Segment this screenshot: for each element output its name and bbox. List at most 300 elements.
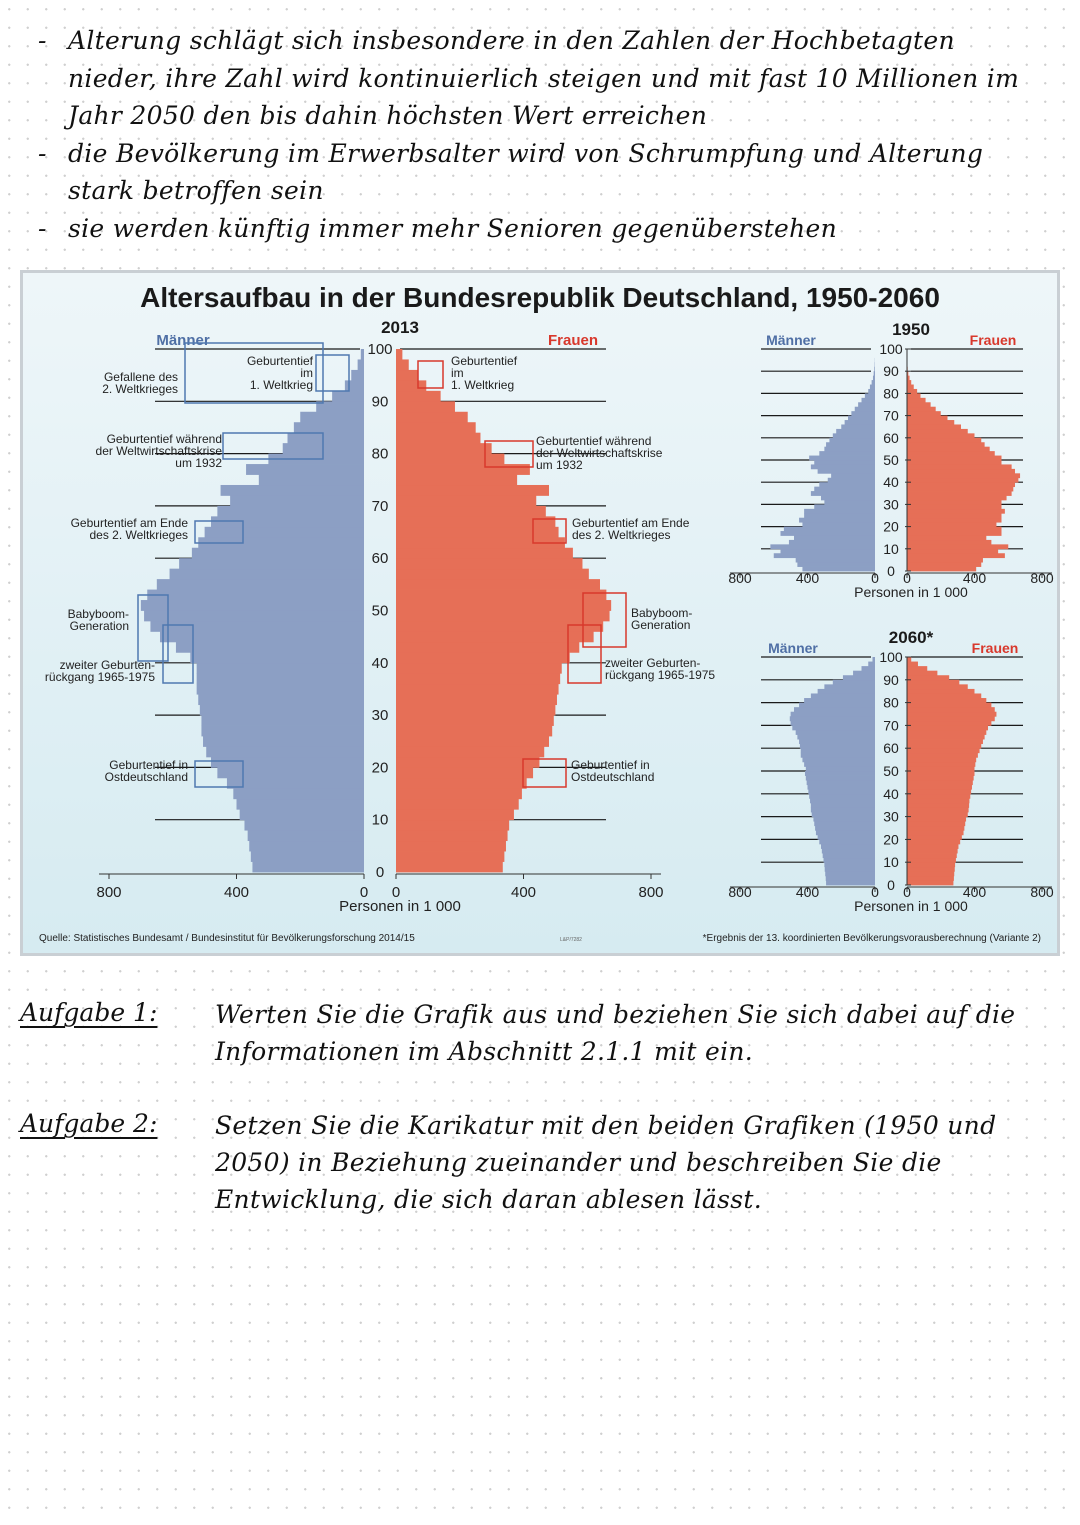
bar-men [807, 780, 875, 785]
bar-women [907, 451, 995, 456]
bar-women [907, 703, 991, 708]
annotation-label-men: zweiter Geburten- [59, 658, 155, 672]
population-pyramid-figure [20, 270, 1060, 956]
bar-men [809, 456, 875, 461]
bar-women [907, 407, 936, 412]
x-tick-label: 800 [638, 884, 664, 901]
bar-women [396, 767, 533, 778]
bar-men [794, 535, 875, 540]
bar-men [821, 496, 875, 501]
y-tick-label: 0 [887, 877, 895, 893]
bar-men [240, 809, 364, 820]
y-tick-label: 20 [883, 831, 899, 848]
bar-women [907, 411, 941, 416]
bar-men [800, 744, 875, 749]
bar-women [907, 562, 981, 567]
annotation-label-men: 1. Weltkrieg [249, 378, 313, 392]
bar-women [396, 475, 517, 486]
x-tick-label: 0 [903, 570, 911, 586]
figure-footnote: *Ergebnis der 13. koordinierten Bevölkerungsvorausberechnung (Variante 2) [702, 933, 1041, 944]
bar-women [907, 666, 927, 671]
bar-women [396, 851, 504, 862]
bar-women [396, 454, 504, 465]
x-axis-title: Personen in 1 000 [339, 898, 461, 915]
bar-men [230, 495, 364, 506]
x-tick-label: 0 [391, 884, 401, 901]
bar-men [150, 621, 364, 632]
bar-women [907, 766, 975, 771]
bar-women [396, 506, 546, 517]
bar-women [396, 569, 589, 580]
bar-men [203, 736, 364, 747]
bar-men [874, 367, 875, 372]
bar-women [907, 803, 969, 808]
bar-women [396, 433, 480, 444]
bar-women [396, 652, 570, 663]
bar-women [907, 447, 990, 452]
bar-women [907, 712, 996, 717]
bar-men [811, 803, 875, 808]
bar-women [396, 579, 600, 590]
x-tick-label: 800 [728, 884, 752, 900]
annotation-label-men: rückgang 1965-1975 [44, 670, 155, 684]
bar-men [781, 531, 876, 536]
bar-women [907, 821, 965, 826]
bar-women [907, 380, 911, 385]
bar-women [907, 730, 986, 735]
annotation-label-men: des 2. Weltkrieges [89, 528, 188, 542]
chart-title: 1950 [892, 320, 930, 339]
bar-women [396, 464, 530, 475]
bar-men [815, 826, 875, 831]
y-tick-label: 0 [375, 864, 385, 881]
y-tick-label: 90 [371, 393, 389, 411]
y-tick-label: 10 [883, 540, 899, 557]
y-tick-label: 0 [887, 563, 895, 579]
bar-women [907, 716, 995, 721]
bar-women [396, 621, 603, 632]
bar-men [824, 684, 875, 689]
bar-men [843, 675, 875, 680]
y-tick-label: 100 [879, 341, 903, 357]
bar-women [396, 590, 606, 601]
figure-title: Altersaufbau in der Bundesrepublik Deutschland, 1950-2060 [140, 282, 940, 313]
bar-men [845, 420, 875, 425]
bar-men [826, 880, 875, 885]
annotation-label-men: Gefallene des [103, 370, 178, 384]
x-tick-label: 400 [962, 884, 987, 900]
bar-women [907, 522, 996, 527]
bar-men [848, 416, 875, 421]
x-tick-label: 400 [795, 884, 820, 900]
bar-women [907, 531, 1002, 536]
x-tick-label: 800 [1030, 884, 1054, 900]
task-label: Aufgabe 1: [20, 998, 158, 1027]
bar-women [907, 482, 1015, 487]
bar-women [396, 548, 573, 559]
bar-women [907, 826, 964, 831]
label-women: Frauen [971, 640, 1019, 656]
bar-men [790, 716, 875, 721]
bar-men [865, 393, 875, 398]
bar-women [907, 725, 988, 730]
annotation-label-women: Babyboom- [631, 606, 693, 620]
bar-men [806, 766, 875, 771]
label-men: Männer [766, 332, 816, 348]
bar-women [907, 876, 954, 881]
bar-men [826, 876, 875, 881]
bar-men [813, 817, 875, 822]
y-tick-label: 30 [883, 496, 899, 513]
bar-women [396, 684, 559, 695]
bar-men [833, 680, 875, 685]
bar-women [396, 673, 560, 684]
bar-women [396, 642, 579, 653]
bar-women [396, 705, 555, 716]
label-women: Frauen [547, 332, 599, 349]
bar-women [396, 830, 508, 841]
bar-women [907, 862, 955, 867]
bar-men [774, 553, 875, 558]
annotation-label-women: zweiter Geburten- [605, 656, 701, 670]
bar-women [907, 698, 986, 703]
bar-men [808, 789, 875, 794]
bar-women [396, 809, 514, 820]
y-tick-label: 90 [883, 671, 899, 688]
bar-men [246, 464, 364, 475]
label-men: Männer [768, 640, 818, 656]
bar-men [824, 862, 875, 867]
bar-women [907, 460, 1002, 465]
y-tick-label: 10 [371, 811, 389, 829]
bar-men [797, 735, 875, 740]
bar-women [907, 385, 914, 390]
bar-men [873, 376, 875, 381]
bar-women [907, 487, 1013, 492]
bar-men [804, 762, 875, 767]
bar-women [907, 735, 985, 740]
bar-men [801, 748, 875, 753]
bar-women [907, 794, 970, 799]
bar-men [799, 518, 875, 523]
bar-men [802, 522, 875, 527]
bar-women [907, 402, 931, 407]
bar-men [823, 853, 875, 858]
bar-men [211, 757, 364, 768]
y-tick-label: 70 [371, 497, 389, 515]
y-tick-label: 100 [879, 649, 903, 665]
bar-men [244, 820, 364, 831]
bar-men [814, 487, 875, 492]
bar-men [227, 778, 364, 789]
bar-women [907, 420, 954, 425]
bar-women [907, 776, 974, 781]
bar-women [396, 715, 554, 726]
bar-women [396, 349, 402, 360]
bar-women [396, 631, 594, 642]
bar-men [791, 712, 875, 717]
bar-women [396, 370, 418, 381]
y-tick-label: 40 [883, 785, 899, 802]
x-tick-label: 0 [871, 884, 879, 900]
bar-women [907, 442, 985, 447]
bar-women [907, 798, 969, 803]
bar-men [819, 482, 875, 487]
annotation-label-men: der Weltwirtschaftskrise [95, 444, 222, 458]
bar-men [211, 516, 364, 527]
bar-men [872, 380, 875, 385]
bar-men [872, 657, 875, 662]
y-tick-label: 10 [883, 854, 899, 871]
bar-men [829, 438, 875, 443]
annotation-label-women: der Weltwirtschaftskrise [536, 446, 663, 460]
bar-women [396, 694, 557, 705]
bar-men [351, 370, 364, 381]
label-women: Frauen [969, 332, 1017, 348]
bar-men [358, 359, 364, 370]
bar-women [396, 862, 503, 873]
bar-men [147, 590, 364, 601]
x-tick-label: 400 [962, 570, 987, 586]
y-tick-label: 20 [371, 759, 389, 777]
annotation-label-women: Generation [631, 618, 691, 632]
bar-men [804, 698, 875, 703]
bar-men [792, 725, 875, 730]
y-tick-label: 80 [883, 385, 899, 402]
bar-men [797, 562, 875, 567]
figure-code: L&P/7282 [560, 937, 582, 943]
bar-men [300, 412, 364, 423]
bar-women [907, 680, 959, 685]
bar-women [396, 527, 559, 538]
bar-women [907, 424, 961, 429]
bar-men [217, 506, 364, 517]
bar-men [252, 862, 364, 873]
bar-men [822, 849, 875, 854]
bar-women [907, 549, 998, 554]
bar-men [770, 544, 875, 549]
bar-women [907, 867, 955, 872]
bar-men [197, 673, 364, 684]
bar-women [907, 456, 1002, 461]
bar-men [874, 371, 875, 376]
bar-men [809, 794, 875, 799]
bar-women [907, 844, 958, 849]
bar-men [197, 684, 364, 695]
bar-women [396, 600, 611, 611]
bar-women [907, 478, 1018, 483]
bar-women [907, 433, 975, 438]
bar-men [796, 558, 875, 563]
annotation-label-men: Babyboom- [67, 607, 129, 621]
bar-men [868, 389, 875, 394]
bar-women [396, 391, 441, 402]
bar-women [396, 746, 544, 757]
bar-men [812, 812, 875, 817]
bar-women [907, 853, 957, 858]
bar-men [851, 411, 875, 416]
annotation-label-women: Geburtentief am Ende [572, 516, 690, 530]
bar-men [205, 527, 364, 538]
bar-men [201, 715, 364, 726]
bar-men [361, 349, 364, 360]
annotation-label-men: 2. Weltkrieges [102, 382, 178, 396]
bar-men [801, 753, 875, 758]
bar-women [907, 416, 948, 421]
annotation-label-men: Geburtentief in [109, 758, 188, 772]
y-tick-label: 60 [371, 550, 389, 568]
bar-women [396, 778, 527, 789]
bar-women [396, 820, 509, 831]
annotation-label-men: Geburtentief [246, 354, 313, 368]
bar-men [192, 548, 364, 559]
y-tick-label: 60 [883, 429, 899, 446]
bar-men [810, 798, 875, 803]
bar-women [396, 495, 536, 506]
bar-women [907, 689, 975, 694]
bar-men [784, 527, 875, 532]
bar-men [345, 380, 364, 391]
annotation-label-women: 1. Weltkrieg [451, 378, 515, 392]
bar-men [826, 442, 875, 447]
bar-women [907, 753, 978, 758]
bar-men [190, 652, 364, 663]
annotation-label-women: Geburtentief während [536, 434, 652, 448]
bar-women [907, 812, 968, 817]
bar-women [907, 398, 926, 403]
y-tick-label: 50 [883, 763, 899, 779]
bar-women [396, 841, 506, 852]
bar-women [907, 849, 958, 854]
bar-men [828, 478, 875, 483]
bar-women [396, 726, 552, 737]
bar-women [907, 739, 983, 744]
annotation-label-women: Geburtentief in [571, 758, 650, 772]
note-bullet: - Alterung schlägt sich insbesondere in den Zahlen der Hochbetagten nieder, ihre Zahl wird kontinuierlich steigen und mit fast 10 Millionen im Jahr 2050 den bis dahin höchsten Wert erreichen [38, 22, 1048, 135]
annotation-label-men: Geburtentief während [106, 432, 222, 446]
x-tick-label: 800 [96, 884, 122, 901]
bar-women [396, 443, 492, 454]
bar-men [818, 469, 875, 474]
annotation-label-women: um 1932 [536, 458, 583, 472]
x-tick-label: 400 [795, 570, 820, 586]
bar-men [814, 460, 875, 465]
bar-women [396, 757, 539, 768]
bar-men [824, 500, 875, 505]
bar-women [396, 736, 549, 747]
bar-women [907, 544, 1008, 549]
bar-men [804, 509, 875, 514]
bar-women [907, 671, 937, 676]
y-tick-label: 80 [883, 694, 899, 711]
bar-men [825, 871, 875, 876]
bar-men [814, 821, 875, 826]
bar-men [288, 433, 365, 444]
bar-women [907, 540, 991, 545]
bar-men [868, 662, 875, 667]
bar-women [907, 780, 973, 785]
chart-title: 2013 [381, 318, 419, 337]
figure-source: Quelle: Statistisches Bundesamt / Bundesinstitut für Bevölkerungsforschung 2014/15 [39, 933, 415, 944]
bar-men [855, 407, 875, 412]
bar-men [176, 642, 364, 653]
task-text: Werten Sie die Grafik aus und beziehen Sie sich dabei auf die Informationen im Abschnitt 2.1.1 mit ein. [215, 1000, 1016, 1066]
bar-men [816, 830, 875, 835]
bar-men [818, 835, 875, 840]
bar-women [396, 401, 455, 412]
bar-men [794, 707, 875, 712]
bar-men [799, 703, 875, 708]
bar-women [907, 496, 1007, 501]
bar-men [251, 851, 364, 862]
bar-men [819, 451, 875, 456]
bar-men [259, 475, 364, 486]
annotation-label-women: rückgang 1965-1975 [605, 668, 716, 682]
bar-women [907, 707, 995, 712]
bar-women [907, 429, 968, 434]
note-bullet: - die Bevölkerung im Erwerbsalter wird von Schrumpfung und Alterung stark betroffen sein [38, 135, 1048, 210]
bar-men [233, 788, 364, 799]
x-tick-label: 400 [223, 884, 250, 901]
bar-men [206, 746, 364, 757]
x-tick-label: 800 [1030, 570, 1054, 586]
bar-men [221, 485, 364, 496]
bar-men [836, 429, 875, 434]
x-tick-label: 400 [510, 884, 537, 901]
bar-men [294, 422, 364, 433]
y-tick-label: 100 [367, 341, 393, 358]
y-tick-label: 90 [883, 363, 899, 380]
bar-men [248, 830, 364, 841]
bar-men [249, 841, 364, 852]
bar-men [870, 385, 875, 390]
bar-women [396, 611, 610, 622]
y-tick-label: 50 [371, 602, 389, 620]
y-tick-label: 70 [883, 717, 899, 734]
bar-women [907, 509, 1005, 514]
bar-men [821, 844, 875, 849]
y-tick-label: 30 [371, 707, 389, 725]
bar-women [907, 675, 949, 680]
bar-women [907, 835, 962, 840]
bar-men [179, 558, 364, 569]
bar-men [824, 858, 875, 863]
bar-men [332, 391, 364, 402]
bar-women [907, 858, 956, 863]
bar-men [825, 867, 875, 872]
bar-women [396, 663, 562, 674]
bar-women [396, 380, 426, 391]
bar-women [907, 762, 975, 767]
y-tick-label: 60 [883, 740, 899, 757]
annotation-label-men: Generation [69, 619, 129, 633]
label-men: Männer [156, 332, 210, 349]
task-text: Setzen Sie die Karikatur mit den beiden Grafiken (1950 und 2050) in Beziehung zueinander und beschreiben Sie die Entwicklung, die sich daran ablesen lässt. [215, 1111, 997, 1214]
bar-men [862, 398, 876, 403]
y-tick-label: 40 [371, 654, 389, 672]
bar-men [791, 721, 875, 726]
bar-men [819, 839, 875, 844]
bar-women [907, 817, 966, 822]
annotation-label-men: im [300, 366, 313, 380]
bar-women [907, 527, 1002, 532]
bar-women [396, 788, 522, 799]
bar-men [799, 739, 875, 744]
annotation-box-men [316, 355, 349, 391]
bar-women [396, 359, 409, 370]
bar-men [200, 705, 364, 716]
bar-men [824, 447, 875, 452]
